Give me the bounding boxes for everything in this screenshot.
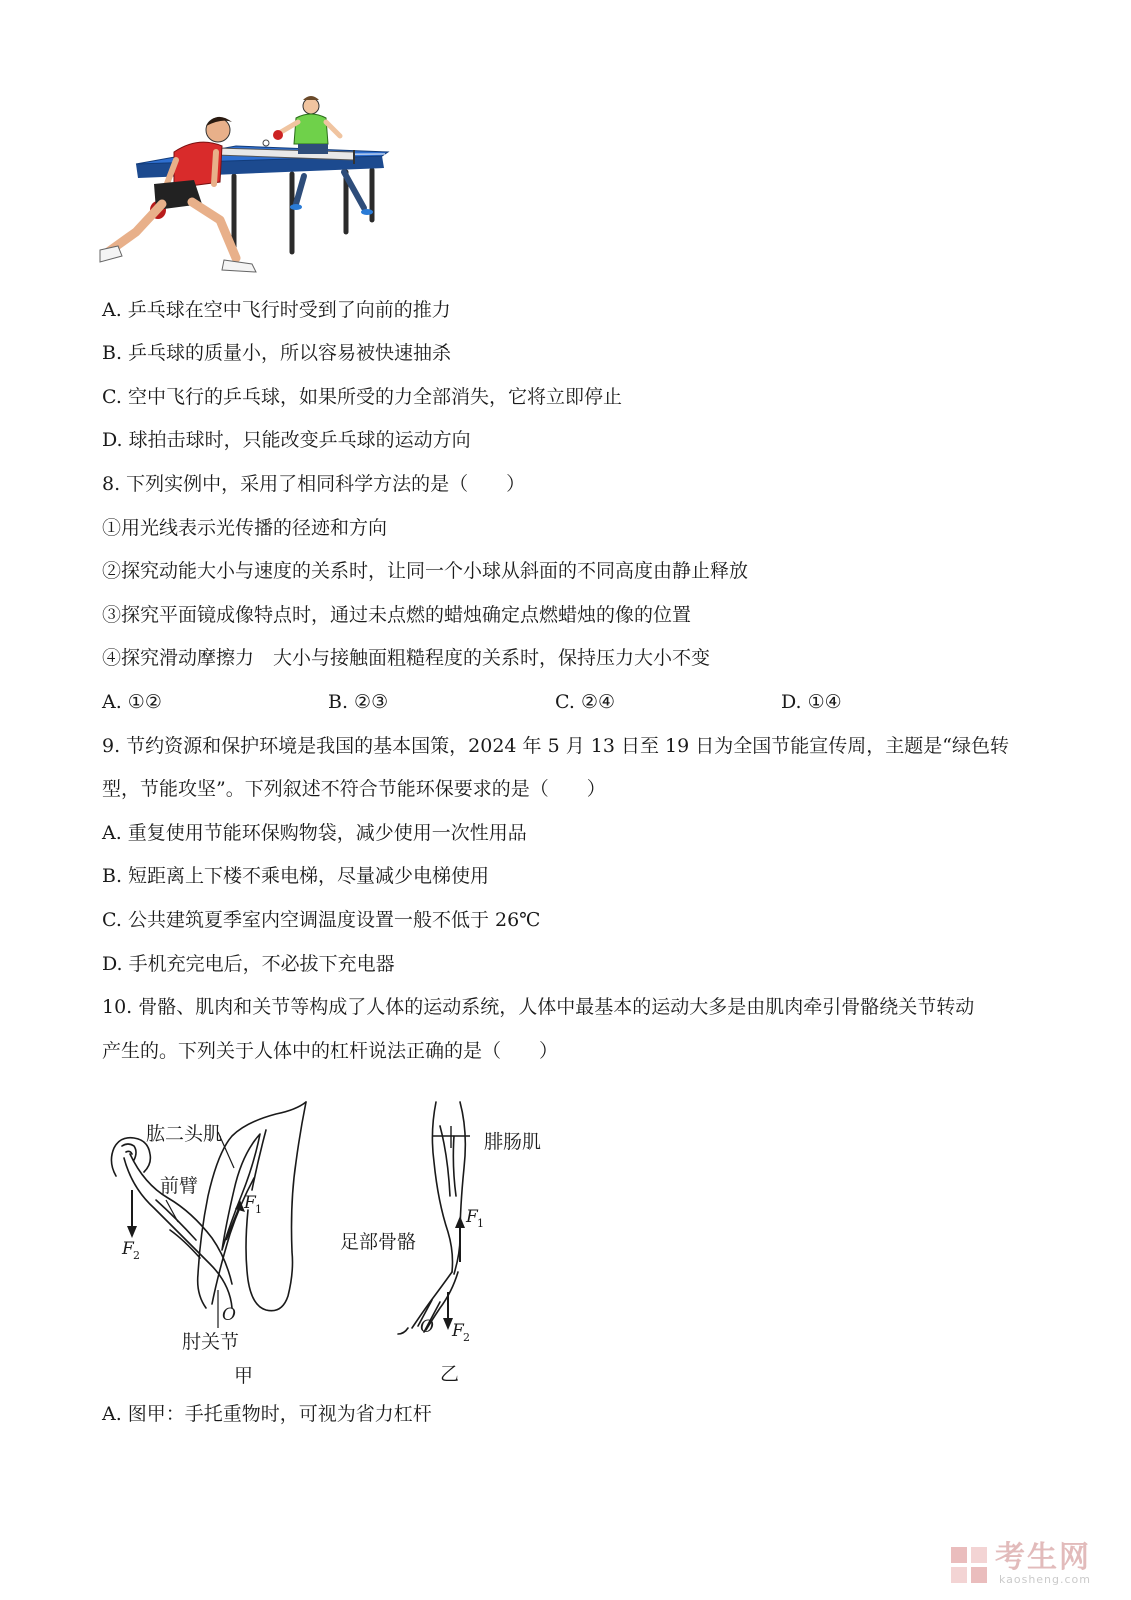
q8-option-c: C. ②④ [555,691,616,713]
elbow-label: 肘关节 [182,1331,240,1353]
f1-subscript-b: 1 [477,1217,484,1230]
watermark [949,1540,1091,1586]
table-tennis-illustration [96,92,396,282]
q7-option-a: A. 乒乓球在空中飞行时受到了向前的推力 [102,299,451,321]
figure-a-caption: 甲 [234,1365,254,1387]
q8-option-a: A. ①② [102,691,162,713]
calf-label: 腓肠肌 [484,1131,542,1153]
q8-item-1: ①用光线表示光传播的径迹和方向 [102,517,388,539]
q7-option-b: B. 乒乓球的质量小，所以容易被快速抽杀 [102,342,452,364]
foot-lever-figure [336,1096,566,1392]
q10-option-a: A. 图甲：手托重物时，可视为省力杠杆 [102,1403,432,1425]
q8-item-2: ②探究动能大小与速度的关系时，让同一个小球从斜面的不同高度由静止释放 [102,560,749,582]
q8-item-3: ③探究平面镜成像特点时，通过未点燃的蜡烛确定点燃蜡烛的像的位置 [102,604,692,626]
q8-option-d: D. ①④ [781,691,842,713]
watermark-logo-icon [949,1545,989,1585]
q7-option-c: C. 空中飞行的乒乓球，如果所受的力全部消失，它将立即停止 [102,386,622,408]
q9-option-c: C. 公共建筑夏季室内空调温度设置一般不低于 26℃ [102,909,541,931]
q9-stem-line-2: 型，节能攻坚”。下列叙述不符合节能环保要求的是（ ） [102,778,606,800]
q10-stem-line-1: 10. 骨骼、肌肉和关节等构成了人体的运动系统，人体中最基本的运动大多是由肌肉牵引骨骼绕关节转动 [102,996,975,1018]
f2-label-a: F [122,1239,134,1259]
arm-lever-figure [100,1090,330,1390]
f1-subscript-a: 1 [255,1203,262,1216]
q8-option-b: B. ②③ [328,691,389,713]
q8-stem: 8. 下列实例中，采用了相同科学方法的是（ ） [102,473,526,495]
q8-item-4: ④探究滑动摩擦力 大小与接触面粗糙程度的关系时，保持压力大小不变 [102,647,711,669]
f2-subscript-b: 2 [463,1331,470,1344]
q9-option-b: B. 短距离上下楼不乘电梯，尽量减少电梯使用 [102,865,490,887]
pivot-o-label-b: O [420,1317,434,1337]
forearm-label: 前臂 [160,1175,199,1197]
f2-label-b: F [452,1321,464,1341]
f1-label-b: F [466,1207,478,1227]
pivot-o-label-a: O [222,1305,236,1325]
f2-subscript-a: 2 [133,1249,140,1262]
figure-b-caption: 乙 [440,1363,460,1385]
q9-option-a: A. 重复使用节能环保购物袋，减少使用一次性用品 [102,822,527,844]
biceps-label: 肱二头肌 [146,1123,223,1145]
f1-label-a: F [244,1193,256,1213]
q9-option-d: D. 手机充完电后，不必拔下充电器 [102,953,395,975]
q7-option-d: D. 球拍击球时，只能改变乒乓球的运动方向 [102,429,471,451]
q10-stem-line-2: 产生的。下列关于人体中的杠杆说法正确的是（ ） [102,1040,559,1062]
foot-bone-label: 足部骨骼 [340,1231,417,1253]
q9-stem-line-1: 9. 节约资源和保护环境是我国的基本国策，2024 年 5 月 13 日至 19 日为全国节能宣传周，主题是“绿色转 [102,735,1009,757]
watermark-sub: kaosheng.com [998,1573,1091,1586]
watermark-main: 考生网 [995,1540,1091,1575]
